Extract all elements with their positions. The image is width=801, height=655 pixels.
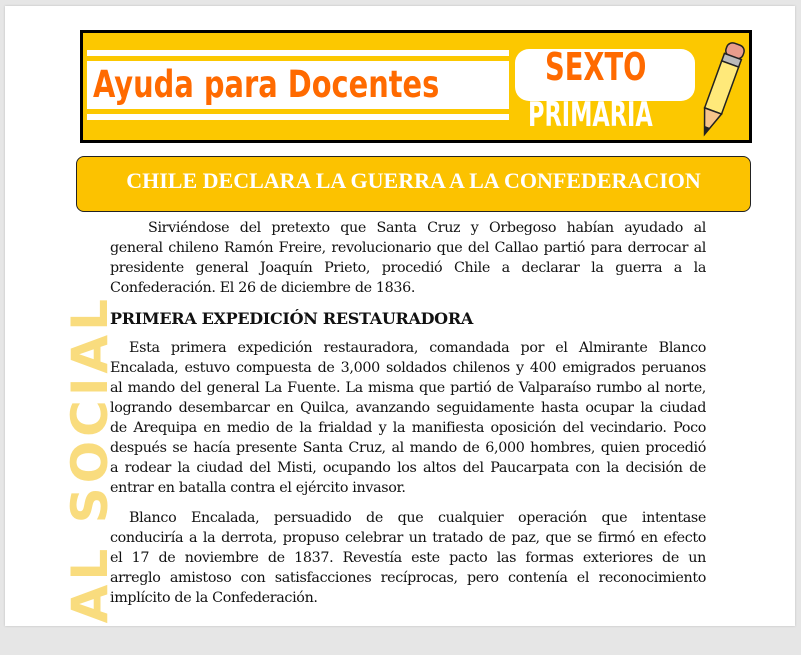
title-box [76, 156, 751, 212]
text-line: general chileno Ramón Freire, revolucionario que del Callao partió para derrocar al [110, 240, 706, 256]
text-line: Sirviéndose del pretexto que Santa Cruz y Orbegoso habían ayudado al [148, 220, 706, 236]
paragraph-1 [110, 218, 706, 298]
watermark: AL SOCIAL [61, 295, 119, 624]
text-line: de Arequipa en medio de la frialdad y la manifiesta oposición del vecindario. Poco [110, 420, 706, 436]
text-line: implícito de la Confederación. [110, 590, 318, 606]
paragraph-2 [110, 338, 706, 498]
document-page [5, 6, 795, 626]
level-label: PRIMARIA [528, 95, 653, 135]
page-title: CHILE DECLARA LA GUERRA A LA CONFEDERACION [126, 168, 701, 193]
text-line: Blanco Encalada, persuadido de que cualquier operación que intentase [129, 510, 706, 526]
grade-label: SEXTO [545, 45, 647, 89]
text-line: a rodear la ciudad del Misti, ocupando los altos del Paucarpata con la decisión de [110, 460, 706, 476]
text-line: al mando del general La Fuente. La misma que partió de Valparaíso rumbo al norte, [110, 380, 706, 396]
text-line: conduciría a la derrota, propuso celebrar un tratado de paz, que se firmó en efecto [110, 530, 706, 546]
text-line: arreglo amistoso con satisfacciones recíprocas, pero contenía el reconocimiento [110, 570, 706, 586]
document-body [110, 218, 706, 618]
banner-title: Ayuda para Docentes [93, 63, 440, 106]
text-line: logrando desembarcar en Quilca, avanzando seguidamente hasta ocupar la ciudad [110, 400, 706, 416]
header-banner [80, 30, 752, 143]
text-line: entrar en batalla contra el ejército invasor. [110, 480, 406, 496]
pencil-icon [695, 37, 745, 141]
text-line: el 17 de noviembre de 1837. Revestía este pacto las formas exteriores de un [110, 550, 706, 566]
text-line: después se hacía presente Santa Cruz, al mando de 6,000 hombres, quien procedió [110, 440, 706, 456]
text-line: Confederación. El 26 de diciembre de 1836. [110, 280, 416, 296]
text-line: Encalada, estuvo compuesta de 3,000 soldados chilenos y 400 emigrados peruanos [110, 360, 706, 376]
paragraph-3 [110, 508, 706, 608]
text-line: Esta primera expedición restauradora, comandada por el Almirante Blanco [129, 340, 706, 356]
text-line: presidente general Joaquín Prieto, procedió Chile a declarar la guerra a la [110, 260, 706, 276]
section-heading: PRIMERA EXPEDICIÓN RESTAURADORA [110, 309, 473, 328]
